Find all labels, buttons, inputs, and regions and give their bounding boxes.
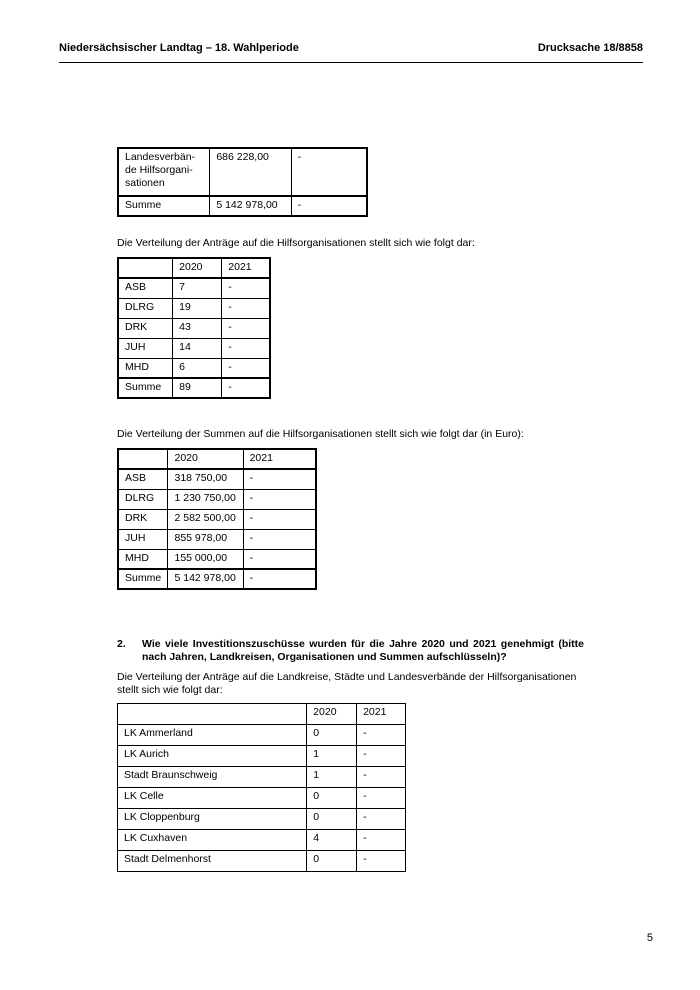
table-cell: -	[357, 851, 406, 872]
table-cell: DRK	[118, 318, 173, 338]
table-cell: 1 230 750,00	[168, 489, 243, 509]
page-number: 5	[646, 932, 653, 944]
table-landkreise	[117, 703, 406, 872]
table-row	[118, 318, 270, 338]
column-header: 2020	[168, 449, 243, 469]
table-cell: -	[243, 529, 316, 549]
table-cell: LK Ammerland	[118, 725, 307, 746]
table-cell: -	[243, 489, 316, 509]
table-header-row	[118, 449, 316, 469]
table-cell: -	[222, 338, 270, 358]
question-2	[117, 638, 584, 664]
paragraph-landkreise-intro: Die Verteilung der Anträge auf die Landkreise, Städte und Landesverbände der Hilfsorganisationen stellt sich wie folgt dar:	[117, 671, 577, 696]
table-cell: 0	[307, 851, 357, 872]
table-row	[118, 788, 406, 809]
table-header-row	[118, 704, 406, 725]
table-cell: 7	[173, 278, 222, 298]
table-cell: 0	[307, 725, 357, 746]
table-cell: 6	[173, 358, 222, 378]
table-cell: 5 142 978,00	[168, 569, 243, 589]
table-cell: 5 142 978,00	[210, 196, 291, 216]
table-cell: 2 582 500,00	[168, 509, 243, 529]
table-cell: Summe	[118, 378, 173, 398]
table-cell: Summe	[118, 569, 168, 589]
table-cell: 318 750,00	[168, 469, 243, 489]
table-cell: -	[222, 278, 270, 298]
table-cell: -	[291, 148, 367, 196]
table-cell: 4	[307, 830, 357, 851]
table-cell: 0	[307, 809, 357, 830]
table-row	[118, 378, 270, 398]
question-number: 2.	[117, 638, 126, 650]
table-cell: DLRG	[118, 489, 168, 509]
table-cell: -	[357, 725, 406, 746]
table-cell: 19	[173, 298, 222, 318]
table-cell: 686 228,00	[210, 148, 291, 196]
table-cell: JUH	[118, 529, 168, 549]
table-cell: -	[357, 809, 406, 830]
column-header	[118, 704, 307, 725]
table-cell: -	[291, 196, 367, 216]
table-row	[118, 278, 270, 298]
table-row	[118, 746, 406, 767]
table-row	[118, 851, 406, 872]
table-cell: 155 000,00	[168, 549, 243, 569]
table-top-summary	[117, 147, 368, 217]
table-cell: MHD	[118, 549, 168, 569]
table-cell: 855 978,00	[168, 529, 243, 549]
paragraph-antraege-intro: Die Verteilung der Anträge auf die Hilfsorganisationen stellt sich wie folgt dar:	[117, 237, 475, 249]
table-row	[118, 569, 316, 589]
table-cell: LK Cloppenburg	[118, 809, 307, 830]
table-antraege	[117, 257, 271, 399]
column-header: 2020	[173, 258, 222, 278]
header-title: Niedersächsischer Landtag – 18. Wahlperiode	[59, 42, 299, 54]
table-cell: ASB	[118, 278, 173, 298]
table-row	[118, 148, 367, 196]
paragraph-summen-intro: Die Verteilung der Summen auf die Hilfsorganisationen stellt sich wie folgt dar (in Euro):	[117, 428, 524, 440]
table-cell: 1	[307, 746, 357, 767]
table-cell: 89	[173, 378, 222, 398]
question-text: Wie viele Investitionszuschüsse wurden für die Jahre 2020 und 2021 genehmigt (bitte nach Jahren, Landkreisen, Organisationen und Summen aufschlüsseln)?	[142, 638, 584, 663]
table-cell: MHD	[118, 358, 173, 378]
table-cell: LK Cuxhaven	[118, 830, 307, 851]
table-cell: 14	[173, 338, 222, 358]
column-header: 2021	[243, 449, 316, 469]
table-cell: -	[222, 378, 270, 398]
table-cell: JUH	[118, 338, 173, 358]
table-cell: -	[243, 509, 316, 529]
table-summen	[117, 448, 317, 590]
table-row	[118, 196, 367, 216]
table-row	[118, 830, 406, 851]
table-row	[118, 298, 270, 318]
column-header: 2020	[307, 704, 357, 725]
table-row	[118, 767, 406, 788]
table-row	[118, 358, 270, 378]
table-cell: -	[243, 469, 316, 489]
column-header	[118, 258, 173, 278]
table-cell: -	[357, 746, 406, 767]
table-cell: 43	[173, 318, 222, 338]
table-row	[118, 489, 316, 509]
table-row	[118, 549, 316, 569]
table-cell: -	[357, 767, 406, 788]
table-cell: -	[243, 569, 316, 589]
table-cell: -	[222, 298, 270, 318]
table-row	[118, 469, 316, 489]
column-header: 2021	[222, 258, 270, 278]
table-cell: -	[222, 358, 270, 378]
table-cell: DLRG	[118, 298, 173, 318]
table-cell: 1	[307, 767, 357, 788]
table-row	[118, 809, 406, 830]
table-cell: DRK	[118, 509, 168, 529]
table-cell: Stadt Braunschweig	[118, 767, 307, 788]
table-cell: ASB	[118, 469, 168, 489]
table-cell: -	[357, 788, 406, 809]
column-header: 2021	[357, 704, 406, 725]
table-row	[118, 529, 316, 549]
table-cell: LK Celle	[118, 788, 307, 809]
table-cell: 0	[307, 788, 357, 809]
table-row	[118, 725, 406, 746]
table-cell: Landesverbän- de Hilfsorgani- sationen	[118, 148, 210, 196]
header-document-number: Drucksache 18/8858	[537, 42, 643, 54]
page-header	[59, 40, 643, 63]
table-row	[118, 509, 316, 529]
table-cell: Summe	[118, 196, 210, 216]
table-header-row	[118, 258, 270, 278]
table-cell: Stadt Delmenhorst	[118, 851, 307, 872]
table-cell: -	[357, 830, 406, 851]
table-cell: LK Aurich	[118, 746, 307, 767]
table-row	[118, 338, 270, 358]
column-header	[118, 449, 168, 469]
table-cell: -	[222, 318, 270, 338]
table-cell: -	[243, 549, 316, 569]
